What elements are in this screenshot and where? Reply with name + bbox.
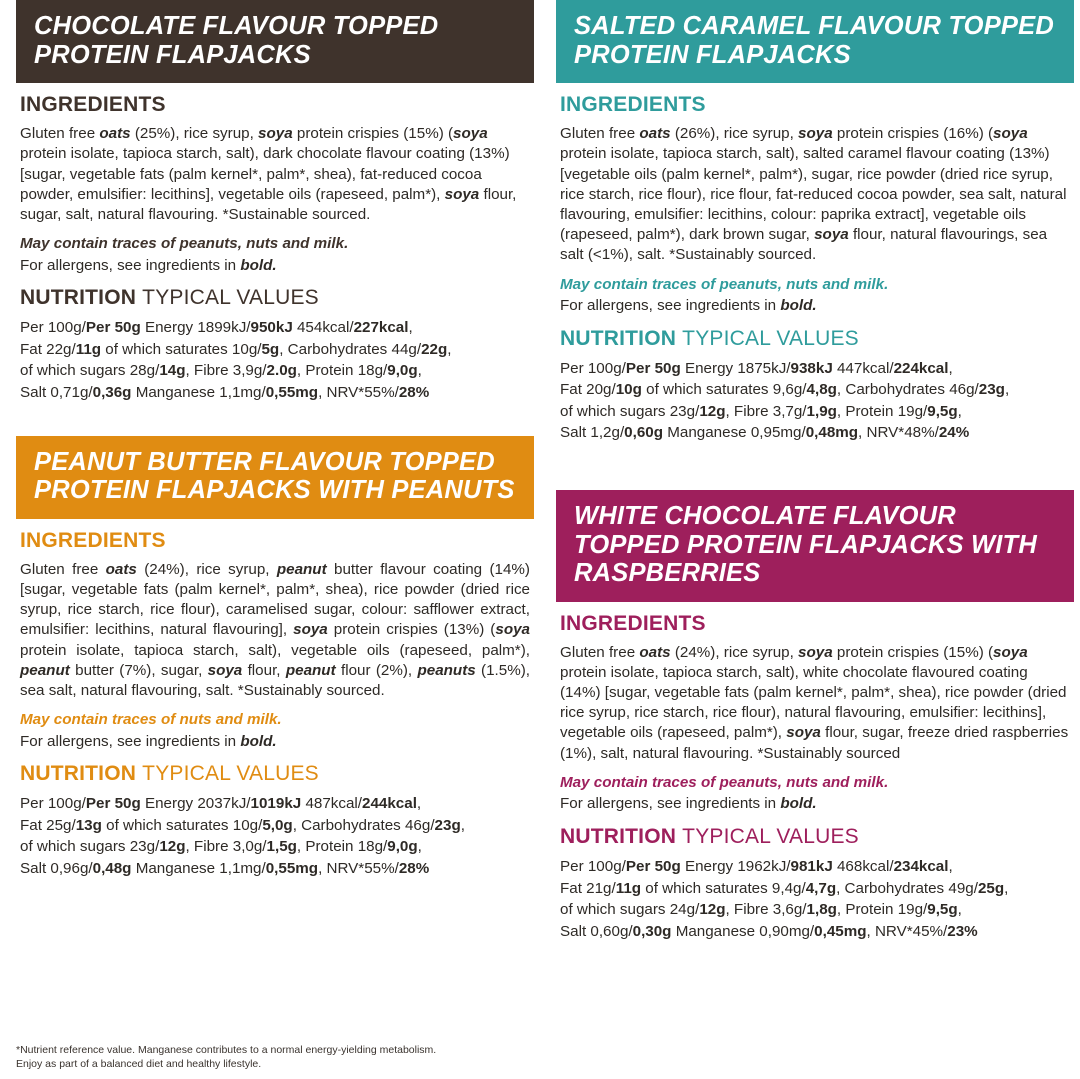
nutrition-subheading-peanut-butter: TYPICAL VALUES	[142, 762, 319, 786]
allergen-note-salted-caramel: For allergens, see ingredients in bold.	[560, 297, 817, 315]
ingredients-heading-peanut-butter: INGREDIENTS	[20, 528, 166, 552]
nutrition-heading-white-chocolate	[560, 825, 1070, 849]
product-title-chocolate: CHOCOLATE FLAVOUR TOPPED PROTEIN FLAPJACKS	[34, 12, 439, 69]
may-contain-chocolate: May contain traces of peanuts, nuts and milk.	[20, 235, 349, 253]
allergen-note-peanut-butter: For allergens, see ingredients in bold.	[20, 732, 277, 750]
ingredients-text-peanut-butter: Gluten free oats (24%), rice syrup, peanut butter flavour coating (14%) [sugar, vegetable fats (palm kernel*, palm*, shea), rice powder (dried rice syrup, rice starch, rice flour), caramelised sugar, colour: safflower extract, emulsifier: lecithins, natural flavouring], soya protein crispies (13%) (soya protein isolate, tapioca starch, salt), vegetable oils (rapeseed, palm*), peanut butter (7%), sugar, soya flour, peanut flour (2%), peanuts (1.5%), sea salt, natural flavouring, salt. *Sustainably sourced.	[20, 560, 530, 699]
ingredients-text-white-chocolate: Gluten free oats (24%), rice syrup, soya protein crispies (15%) (soya protein isolate, tapioca starch, salt), white chocolate flavoured coating (14%) [sugar, vegetable fats (palm kernel*, palm*, shea), rice powder (dried rice syrup, rice starch, rice flour), natural flavouring, emulsifier: lecithins], vegetable oils (rapeseed, palm*), soya flour, sugar, freeze dried raspberries (1%), salt, natural flavouring. *Sustainably sourced	[560, 643, 1069, 762]
nutrition-heading-label-peanut-butter: NUTRITION	[20, 762, 137, 786]
product-title-peanut-butter: PEANUT BUTTER FLAVOUR TOPPED PROTEIN FLAPJACKS WITH PEANUTS	[34, 447, 515, 505]
allergen-note-white-chocolate: For allergens, see ingredients in bold.	[560, 795, 817, 813]
ingredients-text-chocolate: Gluten free oats (25%), rice syrup, soya protein crispies (15%) (soya protein isolate, tapioca starch, salt), dark chocolate flavour coating (13%) [sugar, vegetable fats (palm kernel*, palm*, shea), fat-reduced cocoa powder, emulsifier: lecithins], vegetable oils (rapeseed, palm*), soya flour, sugar, salt, natural flavouring. *Sustainable sourced.	[20, 125, 517, 223]
product-panel-white-chocolate	[556, 490, 1074, 942]
footnote-line-1: *Nutrient reference value. Manganese contributes to a normal energy-yielding metabolism.	[16, 1043, 437, 1056]
may-contain-peanut-butter: May contain traces of nuts and milk.	[20, 711, 282, 729]
nutrition-heading-label-white-chocolate: NUTRITION	[560, 824, 677, 848]
nutrition-values-chocolate: Per 100g/Per 50g Energy 1899kJ/950kJ 454kcal/227kcal, Fat 22g/11g of which saturates 10g/5g, Carbohydrates 44g/22g, of which sugars 28g/14g, Fibre 3,9g/2.0g, Protein 18g/9,0g, Salt 0,71g/0,36g Manganese 1,1mg/0,55mg, NRV*55%/28%	[20, 319, 452, 401]
allergen-note-chocolate: For allergens, see ingredients in bold.	[20, 256, 277, 274]
may-contain-salted-caramel: May contain traces of peanuts, nuts and milk.	[560, 275, 889, 293]
nutrition-heading-label-chocolate: NUTRITION	[20, 286, 137, 310]
nutrition-heading-peanut-butter	[20, 762, 530, 786]
nutrition-heading-label-salted-caramel: NUTRITION	[560, 326, 677, 350]
product-banner-salted-caramel	[556, 0, 1074, 83]
product-banner-peanut-butter	[16, 436, 534, 519]
product-panel-peanut-butter	[16, 436, 534, 880]
product-panel-salted-caramel	[556, 0, 1074, 444]
nutrition-values-peanut-butter: Per 100g/Per 50g Energy 2037kJ/1019kJ 487kcal/244kcal, Fat 25g/13g of which saturates 10g/5,0g, Carbohydrates 46g/23g, of which sugars 23g/12g, Fibre 3,0g/1,5g, Protein 18g/9,0g, Salt 0,96g/0,48g Manganese 1,1mg/0,55mg, NRV*55%/28%	[20, 795, 465, 877]
nutrition-values-white-chocolate: Per 100g/Per 50g Energy 1962kJ/981kJ 468kcal/234kcal, Fat 21g/11g of which saturates 9,4g/4,7g, Carbohydrates 49g/25g, of which sugars 24g/12g, Fibre 3,6g/1,8g, Protein 19g/9,5g, Salt 0,60g/0,30g Manganese 0,90mg/0,45mg, NRV*45%/23%	[560, 857, 1009, 940]
nutrition-subheading-salted-caramel: TYPICAL VALUES	[682, 326, 859, 350]
footnote	[16, 1043, 556, 1071]
right-column	[556, 0, 1074, 948]
footnote-line-2: Enjoy as part of a balanced diet and healthy lifestyle.	[16, 1057, 262, 1070]
nutrition-values-salted-caramel: Per 100g/Per 50g Energy 1875kJ/938kJ 447kcal/224kcal, Fat 20g/10g of which saturates 9,6g/4,8g, Carbohydrates 46g/23g, of which sugars 23g/12g, Fibre 3,7g/1,9g, Protein 19g/9,5g, Salt 1,2g/0,60g Manganese 0,95mg/0,48mg, NRV*48%/24%	[560, 359, 1010, 442]
product-title-salted-caramel: SALTED CARAMEL FLAVOUR TOPPED PROTEIN FLAPJACKS	[574, 12, 1054, 69]
product-panel-chocolate	[16, 0, 534, 404]
ingredients-text-salted-caramel: Gluten free oats (26%), rice syrup, soya protein crispies (16%) (soya protein isolate, tapioca starch, salt), salted caramel flavour coating (13%) [vegetable oils (palm kernel*, palm*), sugar, rice powder (dried rice syrup, rice starch, rice flour), rice flour, fat-reduced cocoa powder, sea salt, natural flavouring, emulsifier: lecithins, colour: paprika extract], vegetable oils (rapeseed, palm*), dark brown sugar, soya flour, natural flavourings, sea salt (<1%), salt. *Sustainably sourced.	[560, 125, 1067, 264]
ingredients-heading-chocolate: INGREDIENTS	[20, 93, 166, 117]
nutrition-heading-chocolate	[20, 286, 530, 310]
nutrition-subheading-white-chocolate: TYPICAL VALUES	[682, 824, 859, 848]
ingredients-heading-salted-caramel: INGREDIENTS	[560, 93, 706, 117]
nutrition-heading-salted-caramel	[560, 327, 1070, 351]
nutrition-subheading-chocolate: TYPICAL VALUES	[142, 286, 319, 310]
product-banner-chocolate	[16, 0, 534, 83]
product-title-white-chocolate: WHITE CHOCOLATE FLAVOUR TOPPED PROTEIN FLAPJACKS WITH RASPBERRIES	[574, 501, 1037, 588]
left-column	[16, 0, 534, 886]
may-contain-white-chocolate: May contain traces of peanuts, nuts and milk.	[560, 773, 889, 791]
product-banner-white-chocolate	[556, 490, 1074, 602]
ingredients-heading-white-chocolate: INGREDIENTS	[560, 611, 706, 635]
